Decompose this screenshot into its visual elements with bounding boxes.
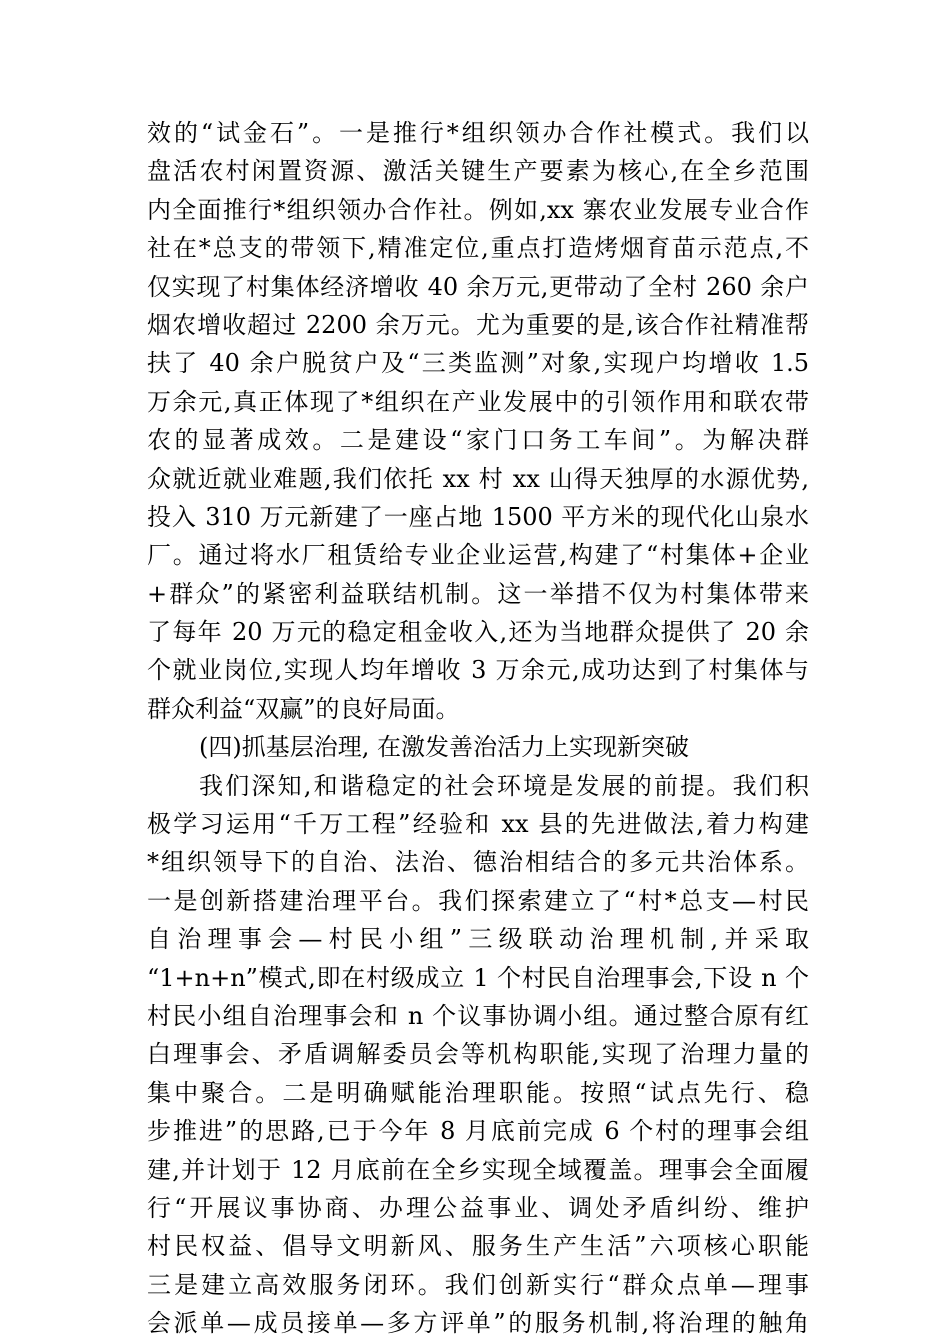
- text-line: 个就业岗位,实现人均年增收 3 万余元,成功达到了村集体与: [147, 656, 809, 685]
- text-line: 内全面推行*组织领办合作社。例如,xx 寨农业发展专业合作: [147, 195, 809, 224]
- text-line: 我们深知,和谐稳定的社会环境是发展的前提。我们积: [199, 771, 809, 800]
- text-line: 会派单—成员接单—多方评单”的服务机制,将治理的触角: [147, 1309, 809, 1338]
- text-line: 群众利益“双赢”的良好局面。: [147, 694, 460, 723]
- text-line: 白理事会、矛盾调解委员会等机构职能,实现了治理力量的: [147, 1040, 809, 1069]
- text-line: 自治理事会—村民小组”三级联动治理机制,并采取: [147, 925, 809, 954]
- text-line: 社在*总支的带领下,精准定位,重点打造烤烟育苗示范点,不: [147, 234, 809, 263]
- text-line: 一是创新搭建治理平台。我们探索建立了“村*总支—村民: [147, 886, 809, 915]
- text-line: 村民权益、倡导文明新风、服务生产生活”六项核心职能: [147, 1232, 809, 1261]
- text-line: 仅实现了村集体经济增收 40 余万元,更带动了全村 260 余户: [147, 272, 809, 301]
- text-line: 了每年 20 万元的稳定租金收入,还为当地群众提供了 20 余: [147, 618, 809, 647]
- text-line: 厂。通过将水厂租赁给专业企业运营,构建了“村集体+企业: [147, 541, 809, 570]
- text-line: 众就近就业难题,我们依托 xx 村 xx 山得天独厚的水源优势,: [147, 464, 809, 493]
- text-line: 烟农增收超过 2200 余万元。尤为重要的是,该合作社精准帮: [147, 310, 809, 339]
- text-line: 农的显著成效。二是建设“家门口务工车间”。为解决群: [147, 426, 809, 455]
- text-line: 三是建立高效服务闭环。我们创新实行“群众点单—理事: [147, 1270, 809, 1299]
- text-line: 极学习运用“千万工程”经验和 xx 县的先进做法,着力构建: [147, 810, 809, 839]
- text-line: 集中聚合。二是明确赋能治理职能。按照“试点先行、稳: [147, 1078, 809, 1107]
- paragraph-section-three-continued: [147, 114, 809, 728]
- text-line: +群众”的紧密利益联结机制。这一举措不仅为村集体带来: [147, 579, 809, 608]
- text-line: 万余元,真正体现了*组织在产业发展中的引领作用和联农带: [147, 387, 809, 416]
- text-line: 效的“试金石”。一是推行*组织领办合作社模式。我们以: [147, 119, 809, 147]
- text-line: 扶了 40 余户脱贫户及“三类监测”对象,实现户均增收 1.5: [147, 349, 809, 378]
- text-line: *组织领导下的自治、法治、德治相结合的多元共治体系。: [147, 848, 809, 877]
- text-line: 村民小组自治理事会和 n 个议事协调小组。通过整合原有红: [147, 1001, 809, 1030]
- text-line: 行“开展议事协商、办理公益事业、调处矛盾纠纷、维护: [147, 1193, 809, 1222]
- text-line: 投入 310 万元新建了一座占地 1500 平方米的现代化山泉水: [147, 502, 809, 531]
- section-heading: (四)抓基层治理, 在激发善治活力上实现新突破: [199, 733, 689, 762]
- paragraph-section-four: [147, 767, 809, 1343]
- document-body: [147, 114, 809, 1343]
- text-line: 建,并计划于 12 月底前在全乡实现全域覆盖。理事会全面履: [147, 1155, 809, 1184]
- text-line: 步推进”的思路,已于今年 8 月底前完成 6 个村的理事会组: [147, 1117, 809, 1146]
- text-line: 盘活农村闲置资源、激活关键生产要素为核心,在全乡范围: [147, 157, 809, 186]
- text-line: “1+n+n”模式,即在村级成立 1 个村民自治理事会,下设 n 个: [147, 963, 809, 992]
